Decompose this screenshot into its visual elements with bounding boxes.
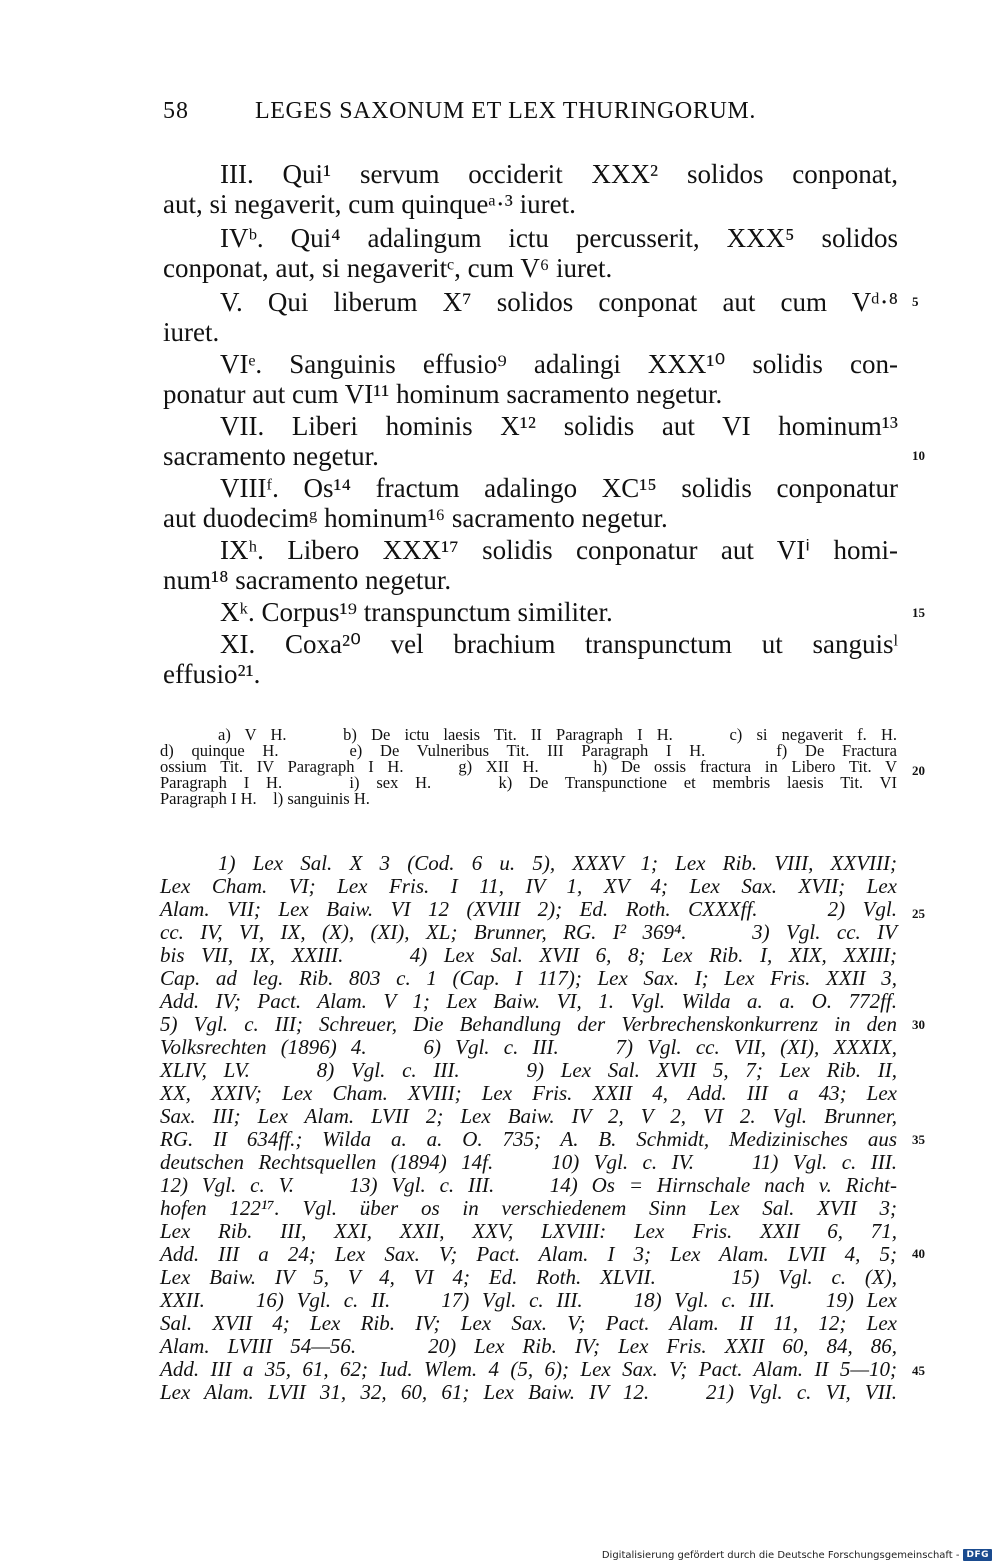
commentary-line: XXII. 16) Vgl. c. II. 17) Vgl. c. III. 18) Vgl. c. III. 19) Lex bbox=[160, 1288, 897, 1312]
commentary-line: Sal. XVII 4; Lex Rib. IV; Lex Sax. V; Pact. Alam. II 11, 12; Lex bbox=[160, 1311, 897, 1335]
commentary-line: Lex Rib. III, XXI, XXII, XXV, LXVIII: Lex Fris. XXII 6, 71, bbox=[160, 1219, 897, 1243]
apparatus-line: Paragraph I H. l) sanguinis H. bbox=[160, 789, 370, 808]
line-number: 15 bbox=[912, 605, 925, 620]
dfg-logo: DFG bbox=[963, 1549, 992, 1561]
commentary-line: Lex Baiw. IV 5, V 4, VI 4; Ed. Roth. XLVII. 15) Vgl. c. (X), bbox=[160, 1265, 897, 1289]
text-line: VII. Liberi hominis X¹² solidis aut VI hominum¹³ bbox=[220, 411, 898, 441]
text-line: Xᵏ. Corpus¹⁹ transpunctum similiter. bbox=[220, 597, 613, 627]
text-line: effusio²¹. bbox=[163, 659, 261, 689]
commentary-line: Cap. ad leg. Rib. 803 c. 1 (Cap. I 117); Lex Sax. I; Lex Fris. XXII 3, bbox=[160, 966, 897, 990]
commentary-line: Volksrechten (1896) 4. 6) Vgl. c. III. 7) Vgl. cc. VII, (XI), XXXIX, bbox=[160, 1035, 897, 1059]
line-number: 45 bbox=[912, 1363, 925, 1378]
text-line: iuret. bbox=[163, 317, 220, 347]
commentary-line: deutschen Rechtsquellen (1894) 14f. 10) Vgl. c. IV. 11) Vgl. c. III. bbox=[160, 1150, 897, 1174]
text-line: aut duodecimᵍ hominum¹⁶ sacramento negetur. bbox=[163, 503, 668, 533]
text-line: num¹⁸ sacramento negetur. bbox=[163, 565, 452, 595]
commentary-line: Alam. LVIII 54—56. 20) Lex Rib. IV; Lex Fris. XXII 60, 84, 86, bbox=[160, 1334, 897, 1358]
page-number: 58 bbox=[163, 98, 189, 124]
commentary-line: Add. IV; Pact. Alam. V 1; Lex Baiw. VI, 1. Vgl. Wilda a. a. O. 772ff. bbox=[160, 989, 897, 1013]
commentary-line: Add. III a 24; Lex Sax. V; Pact. Alam. I 3; Lex Alam. LVII 4, 5; bbox=[160, 1242, 897, 1266]
commentary-line: XX, XXIV; Lex Cham. XVIII; Lex Fris. XXII 4, Add. III a 43; Lex bbox=[160, 1081, 897, 1105]
commentary-line: Lex Alam. LVII 31, 32, 60, 61; Lex Baiw. IV 12. 21) Vgl. c. VI, VII. bbox=[160, 1380, 897, 1404]
page-header bbox=[163, 98, 898, 138]
commentary-line: hofen 122¹⁷. Vgl. über os in verschiedenem Sinn Lex Sal. XVII 3; bbox=[160, 1196, 897, 1220]
apparatus-line: ossium Tit. IV Paragraph I H. g) XII H. h) De ossis fractura in Libero Tit. V bbox=[160, 757, 897, 776]
line-number: 10 bbox=[912, 448, 925, 463]
credit-text: Digitalisierung gefördert durch die Deutsche Forschungsgemeinschaft - bbox=[601, 1549, 960, 1561]
text-line: V. Qui liberum X⁷ solidos conponat aut cum Vᵈ·⁸ bbox=[220, 287, 898, 317]
line-number: 25 bbox=[912, 906, 925, 921]
running-title: LEGES SAXONUM ET LEX THURINGORUM. bbox=[255, 98, 756, 124]
line-number: 40 bbox=[912, 1246, 925, 1261]
commentary-line: 12) Vgl. c. V. 13) Vgl. c. III. 14) Os = Hirnschale nach v. Richt- bbox=[160, 1173, 897, 1197]
commentary-line: cc. IV, VI, IX, (X), (XI), XL; Brunner, RG. I² 369⁴. 3) Vgl. cc. IV bbox=[160, 920, 897, 944]
line-number: 35 bbox=[912, 1132, 925, 1147]
text-line: VIIIᶠ. Os¹⁴ fractum adalingo XC¹⁵ solidis conponatur bbox=[220, 473, 898, 503]
commentary-line: XLIV, LV. 8) Vgl. c. III. 9) Lex Sal. XVII 5, 7; Lex Rib. II, bbox=[160, 1058, 897, 1082]
apparatus-line: d) quinque H. e) De Vulneribus Tit. III Paragraph I H. f) De Fractura bbox=[160, 741, 897, 760]
commentary-line: RG. II 634ff.; Wilda a. a. O. 735; A. B. Schmidt, Medizinisches aus bbox=[160, 1127, 897, 1151]
line-number: 5 bbox=[912, 294, 919, 309]
text-line: aut, si negaverit, cum quinqueᵃ·³ iuret. bbox=[163, 189, 576, 219]
commentary-line: Lex Cham. VI; Lex Fris. I 11, IV 1, XV 4; Lex Sax. XVII; Lex bbox=[160, 874, 897, 898]
text-line: XI. Coxa²⁰ vel brachium transpunctum ut sanguisˡ bbox=[220, 629, 898, 659]
text-line: IXʰ. Libero XXX¹⁷ solidis conponatur aut VIⁱ homi- bbox=[220, 535, 898, 565]
commentary-line: Sax. III; Lex Alam. LVII 2; Lex Baiw. IV 2, V 2, VI 2. Vgl. Brunner, bbox=[160, 1104, 897, 1128]
line-number: 20 bbox=[912, 763, 925, 778]
text-line: III. Qui¹ servum occiderit XXX² solidos conponat, bbox=[220, 159, 898, 189]
text-line: VIᵉ. Sanguinis effusio⁹ adalingi XXX¹⁰ solidis con- bbox=[220, 349, 898, 379]
line-number: 30 bbox=[912, 1017, 925, 1032]
commentary-line: bis VII, IX, XXIII. 4) Lex Sal. XVII 6, 8; Lex Rib. I, XIX, XXIII; bbox=[160, 943, 897, 967]
commentary-line: Add. III a 35, 61, 62; Iud. Wlem. 4 (5, 6); Lex Sax. V; Pact. Alam. II 5—10; bbox=[160, 1357, 897, 1381]
commentary-line: Alam. VII; Lex Baiw. VI 12 (XVIII 2); Ed. Roth. CXXXff. 2) Vgl. bbox=[160, 897, 897, 921]
digitization-credit bbox=[602, 1549, 992, 1561]
text-line: IVᵇ. Qui⁴ adalingum ictu percusserit, XXX⁵ solidos bbox=[220, 223, 898, 253]
apparatus-line: Paragraph I H. i) sex H. k) De Transpunctione et membris laesis Tit. VI bbox=[160, 773, 897, 792]
text-line: sacramento negetur. bbox=[163, 441, 379, 471]
commentary-line: 5) Vgl. c. III; Schreuer, Die Behandlung der Verbrechenskonkurrenz in den bbox=[160, 1012, 897, 1036]
commentary-line: 1) Lex Sal. X 3 (Cod. 6 u. 5), XXXV 1; Lex Rib. VIII, XXVIII; bbox=[218, 851, 897, 875]
text-line: conponat, aut, si negaveritᶜ, cum V⁶ iuret. bbox=[163, 253, 613, 283]
text-line: ponatur aut cum VI¹¹ hominum sacramento negetur. bbox=[163, 379, 723, 409]
apparatus-line: a) V H. b) De ictu laesis Tit. II Paragraph I H. c) si negaverit f. H. bbox=[218, 725, 897, 744]
